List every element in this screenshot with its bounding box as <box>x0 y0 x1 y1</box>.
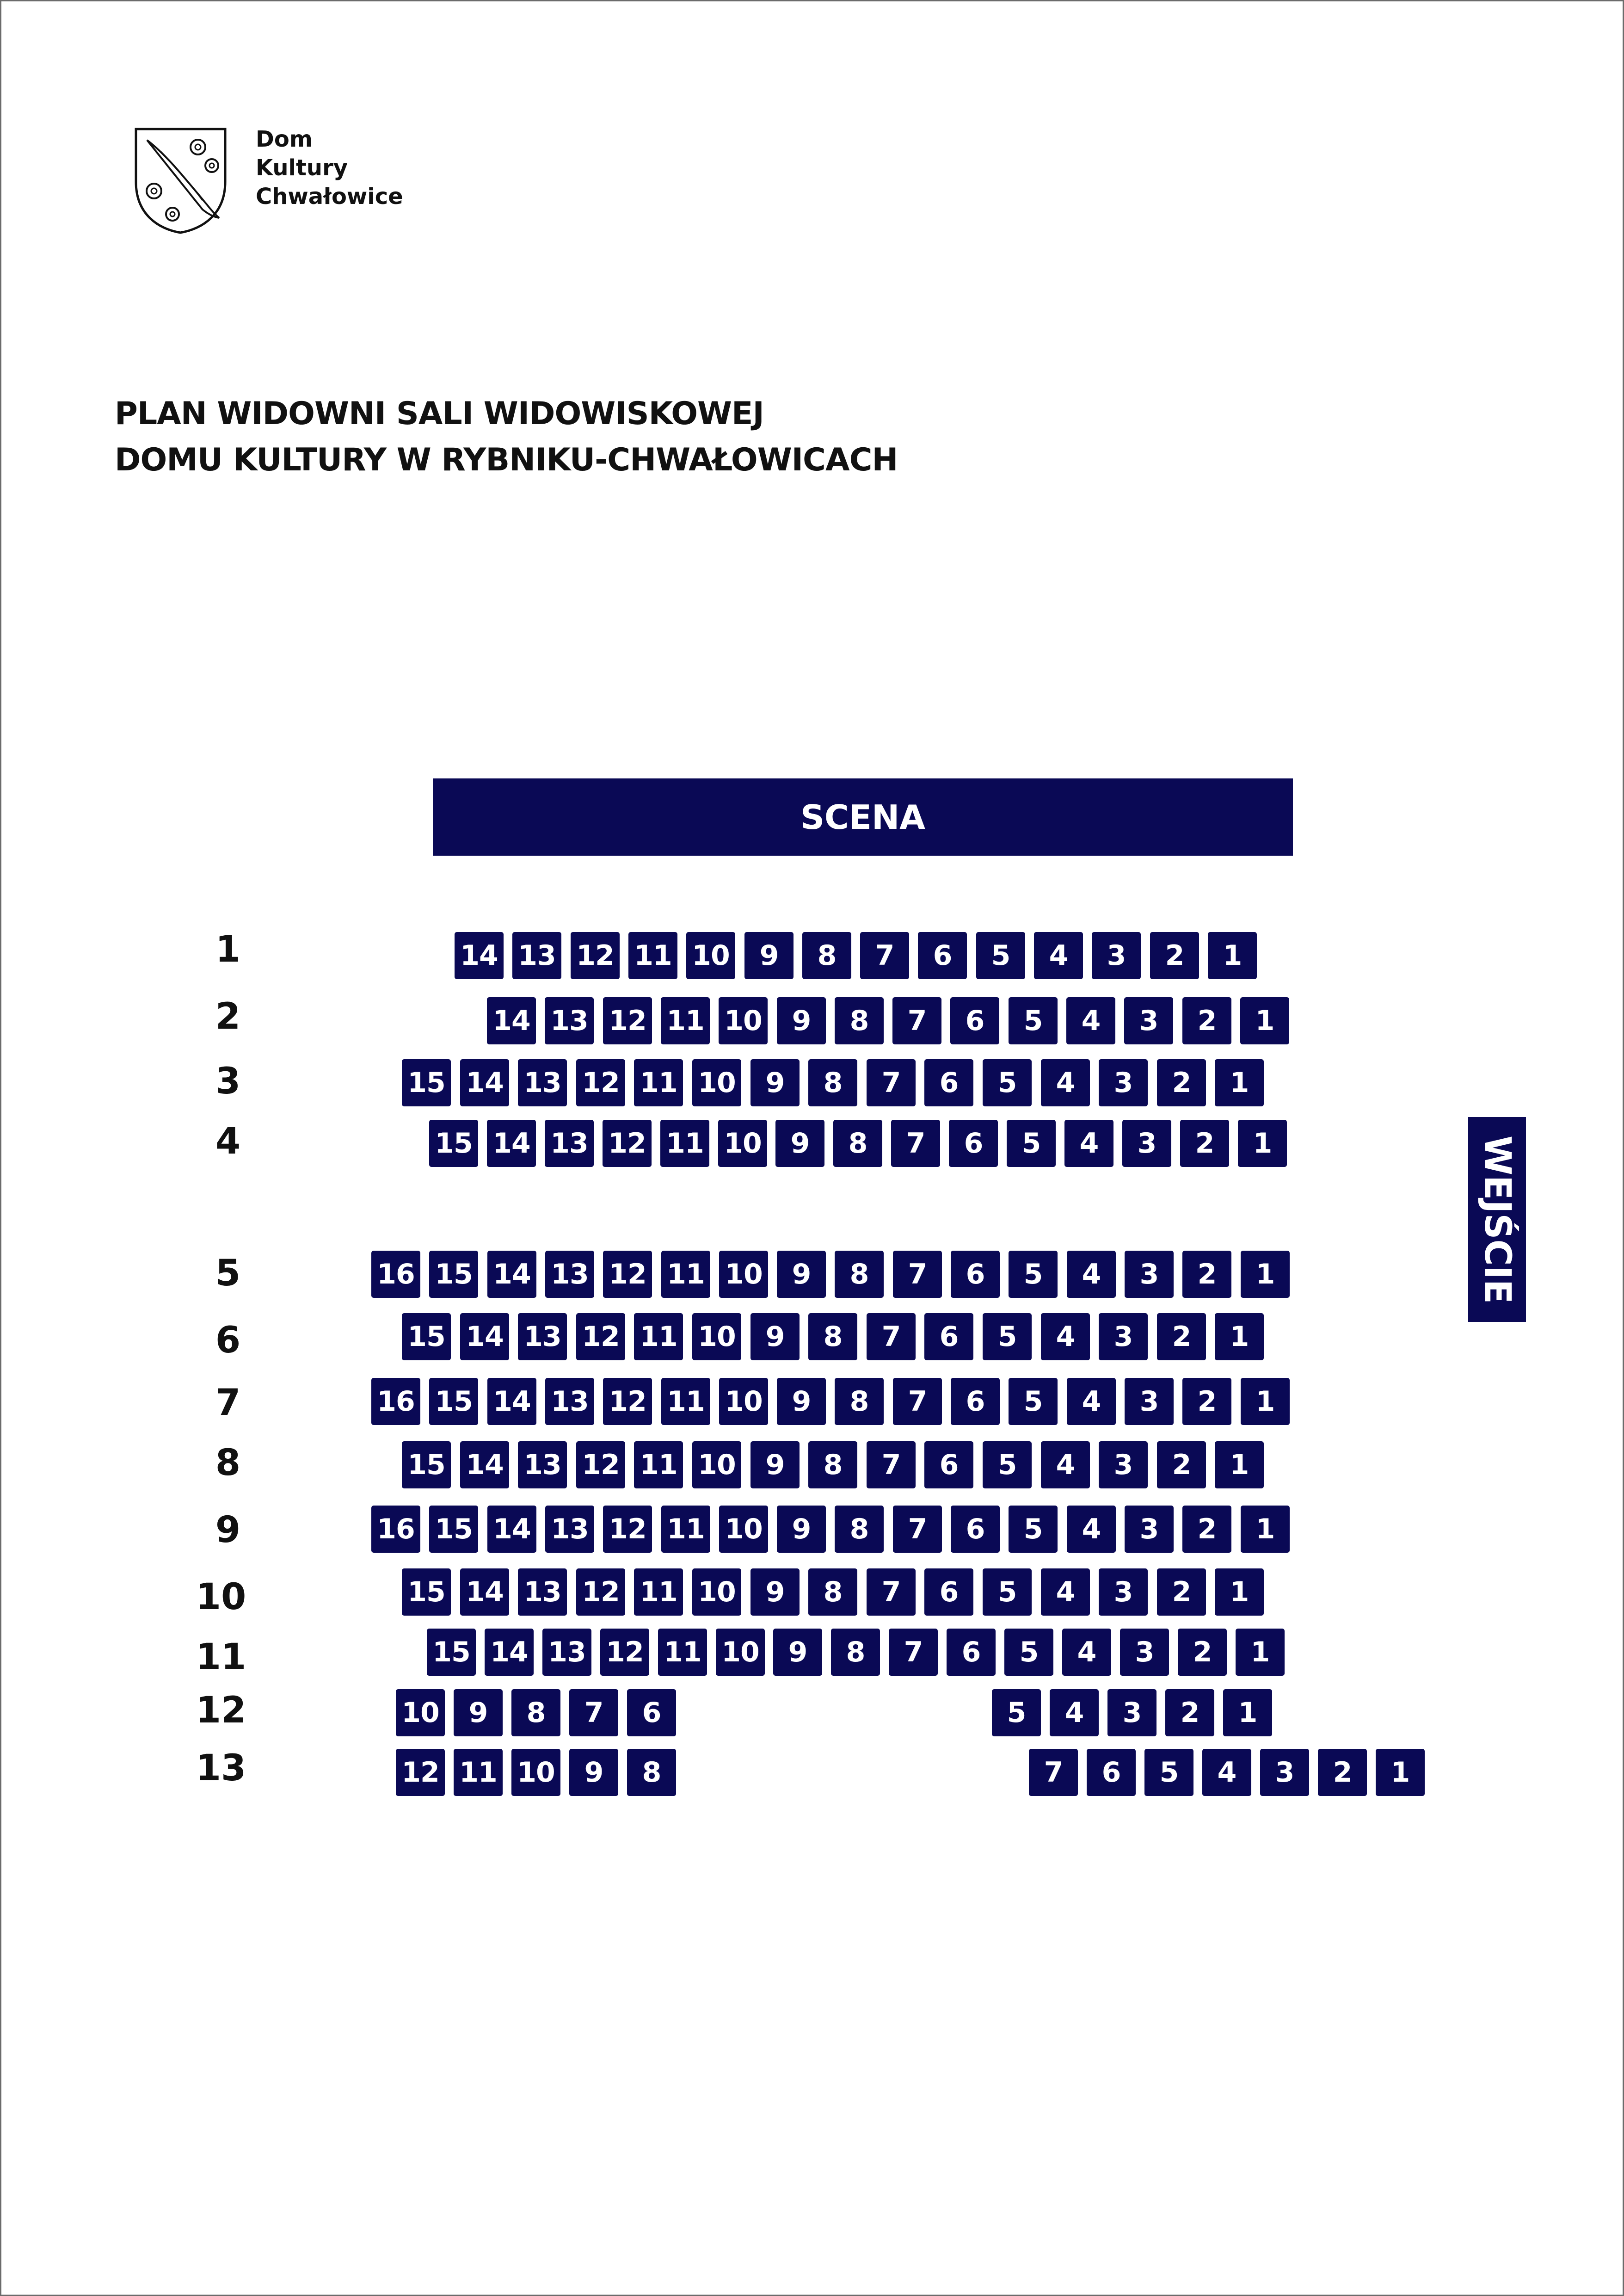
seat-row-4-7[interactable]: 7 <box>891 1120 940 1167</box>
seat-row-2-10[interactable]: 10 <box>719 997 768 1044</box>
seat-row-13-9[interactable]: 9 <box>569 1749 618 1796</box>
coat-of-arms-icon <box>133 126 228 235</box>
seat-row-10-7[interactable]: 7 <box>867 1568 916 1616</box>
seat-row-12-4[interactable]: 4 <box>1050 1689 1099 1736</box>
seat-row-1-14[interactable]: 14 <box>455 932 504 979</box>
seat-row-9-4[interactable]: 4 <box>1067 1506 1116 1553</box>
seat-row-1-3[interactable]: 3 <box>1092 932 1141 979</box>
seat-row-3-15[interactable]: 15 <box>402 1059 451 1106</box>
seat-row-5-2[interactable]: 2 <box>1182 1251 1231 1298</box>
row-label-5: 5 <box>215 1253 241 1294</box>
seat-row-8-4[interactable]: 4 <box>1041 1441 1090 1488</box>
logo-text-line-1: Dom <box>256 126 313 152</box>
seat-row-7-14[interactable]: 14 <box>487 1378 536 1425</box>
seat-row-11-8[interactable]: 8 <box>831 1629 880 1676</box>
seat-row-13-11[interactable]: 11 <box>454 1749 503 1796</box>
seat-row-5-16[interactable]: 16 <box>371 1251 420 1298</box>
seat-row-10-2[interactable]: 2 <box>1157 1568 1206 1616</box>
seat-row-11-5[interactable]: 5 <box>1004 1629 1053 1676</box>
seat-row-10-4[interactable]: 4 <box>1041 1568 1090 1616</box>
seat-row-5-13[interactable]: 13 <box>545 1251 594 1298</box>
seat-row-4-9[interactable]: 9 <box>775 1120 824 1167</box>
seat-row-9-7[interactable]: 7 <box>893 1506 942 1553</box>
seat-row-5-9[interactable]: 9 <box>777 1251 826 1298</box>
row-label-3: 3 <box>215 1061 241 1102</box>
row-label-4: 4 <box>215 1121 241 1162</box>
seat-row-4-15[interactable]: 15 <box>429 1120 478 1167</box>
seat-row-6-12[interactable]: 12 <box>576 1313 625 1360</box>
seat-row-1-6[interactable]: 6 <box>918 932 967 979</box>
seat-row-1-13[interactable]: 13 <box>512 932 561 979</box>
seat-row-10-5[interactable]: 5 <box>983 1568 1032 1616</box>
seat-row-2-5[interactable]: 5 <box>1009 997 1058 1044</box>
seat-row-9-3[interactable]: 3 <box>1125 1506 1174 1553</box>
seat-row-6-2[interactable]: 2 <box>1157 1313 1206 1360</box>
page-title-line-1: PLAN WIDOWNI SALI WIDOWISKOWEJ <box>115 395 764 432</box>
seat-row-2-2[interactable]: 2 <box>1182 997 1231 1044</box>
seat-row-11-9[interactable]: 9 <box>773 1629 822 1676</box>
seat-row-9-15[interactable]: 15 <box>429 1506 478 1553</box>
seat-row-11-15[interactable]: 15 <box>427 1629 476 1676</box>
seat-row-13-3[interactable]: 3 <box>1260 1749 1309 1796</box>
seat-row-12-6[interactable]: 6 <box>627 1689 676 1736</box>
seat-row-9-10[interactable]: 10 <box>719 1506 768 1553</box>
row-label-13: 13 <box>196 1747 246 1789</box>
seat-row-2-1[interactable]: 1 <box>1240 997 1289 1044</box>
seat-row-2-14[interactable]: 14 <box>487 997 536 1044</box>
seat-row-8-8[interactable]: 8 <box>808 1441 857 1488</box>
row-label-12: 12 <box>196 1690 246 1731</box>
seat-row-6-11[interactable]: 11 <box>634 1313 683 1360</box>
seat-row-6-13[interactable]: 13 <box>518 1313 567 1360</box>
seat-row-13-7[interactable]: 7 <box>1029 1749 1078 1796</box>
seat-row-11-6[interactable]: 6 <box>947 1629 996 1676</box>
seat-row-3-7[interactable]: 7 <box>867 1059 916 1106</box>
seat-row-7-6[interactable]: 6 <box>951 1378 1000 1425</box>
seat-row-1-10[interactable]: 10 <box>686 932 735 979</box>
seat-row-10-14[interactable]: 14 <box>460 1568 509 1616</box>
seat-row-4-8[interactable]: 8 <box>833 1120 882 1167</box>
seat-row-2-6[interactable]: 6 <box>950 997 999 1044</box>
seat-row-6-15[interactable]: 15 <box>402 1313 451 1360</box>
seat-row-8-15[interactable]: 15 <box>402 1441 451 1488</box>
seat-row-3-4[interactable]: 4 <box>1041 1059 1090 1106</box>
seat-row-6-1[interactable]: 1 <box>1215 1313 1264 1360</box>
seat-row-5-14[interactable]: 14 <box>487 1251 536 1298</box>
entrance-block <box>1468 1117 1526 1322</box>
seat-row-8-14[interactable]: 14 <box>460 1441 509 1488</box>
seat-row-13-5[interactable]: 5 <box>1144 1749 1193 1796</box>
seat-row-5-11[interactable]: 11 <box>661 1251 710 1298</box>
seat-row-5-15[interactable]: 15 <box>429 1251 478 1298</box>
seat-row-10-3[interactable]: 3 <box>1099 1568 1148 1616</box>
seat-row-7-3[interactable]: 3 <box>1125 1378 1174 1425</box>
seat-row-7-8[interactable]: 8 <box>835 1378 884 1425</box>
seat-row-4-11[interactable]: 11 <box>660 1120 709 1167</box>
seat-row-7-4[interactable]: 4 <box>1067 1378 1116 1425</box>
seat-row-8-7[interactable]: 7 <box>867 1441 916 1488</box>
seat-row-1-1[interactable]: 1 <box>1208 932 1257 979</box>
seat-row-7-7[interactable]: 7 <box>893 1378 942 1425</box>
seat-row-3-5[interactable]: 5 <box>983 1059 1032 1106</box>
row-label-8: 8 <box>215 1442 241 1484</box>
seat-row-4-10[interactable]: 10 <box>718 1120 767 1167</box>
seat-row-10-15[interactable]: 15 <box>402 1568 451 1616</box>
seat-row-9-6[interactable]: 6 <box>951 1506 1000 1553</box>
seat-row-9-14[interactable]: 14 <box>487 1506 536 1553</box>
seat-row-7-12[interactable]: 12 <box>603 1378 652 1425</box>
seat-row-1-7[interactable]: 7 <box>860 932 909 979</box>
seat-row-8-3[interactable]: 3 <box>1099 1441 1148 1488</box>
seat-row-3-9[interactable]: 9 <box>750 1059 800 1106</box>
seat-row-9-16[interactable]: 16 <box>371 1506 420 1553</box>
seat-row-9-2[interactable]: 2 <box>1182 1506 1231 1553</box>
seat-row-2-9[interactable]: 9 <box>777 997 826 1044</box>
seat-row-5-10[interactable]: 10 <box>719 1251 768 1298</box>
seat-row-12-5[interactable]: 5 <box>992 1689 1041 1736</box>
seat-row-5-7[interactable]: 7 <box>893 1251 942 1298</box>
seat-row-3-1[interactable]: 1 <box>1215 1059 1264 1106</box>
row-label-6: 6 <box>215 1320 241 1361</box>
row-label-2: 2 <box>215 996 241 1037</box>
seat-row-11-2[interactable]: 2 <box>1178 1629 1227 1676</box>
seat-row-12-8[interactable]: 8 <box>511 1689 560 1736</box>
seat-row-11-3[interactable]: 3 <box>1120 1629 1169 1676</box>
seat-row-12-7[interactable]: 7 <box>569 1689 618 1736</box>
seat-row-6-5[interactable]: 5 <box>983 1313 1032 1360</box>
seat-row-4-5[interactable]: 5 <box>1007 1120 1056 1167</box>
seat-row-8-11[interactable]: 11 <box>634 1441 683 1488</box>
seat-row-10-10[interactable]: 10 <box>692 1568 741 1616</box>
seat-row-11-13[interactable]: 13 <box>542 1629 591 1676</box>
seat-row-11-4[interactable]: 4 <box>1062 1629 1111 1676</box>
seat-row-3-12[interactable]: 12 <box>576 1059 625 1106</box>
seat-row-3-8[interactable]: 8 <box>808 1059 857 1106</box>
seat-row-1-4[interactable]: 4 <box>1034 932 1083 979</box>
seat-row-1-2[interactable]: 2 <box>1150 932 1199 979</box>
seat-row-4-12[interactable]: 12 <box>603 1120 652 1167</box>
seat-row-11-1[interactable]: 1 <box>1236 1629 1285 1676</box>
seat-row-7-16[interactable]: 16 <box>371 1378 420 1425</box>
seat-row-3-13[interactable]: 13 <box>518 1059 567 1106</box>
seat-row-6-3[interactable]: 3 <box>1099 1313 1148 1360</box>
seat-row-3-3[interactable]: 3 <box>1099 1059 1148 1106</box>
row-label-9: 9 <box>215 1509 241 1551</box>
seat-row-1-8[interactable]: 8 <box>802 932 851 979</box>
page-title-line-2: DOMU KULTURY W RYBNIKU-CHWAŁOWICACH <box>115 442 898 478</box>
seat-row-7-9[interactable]: 9 <box>777 1378 826 1425</box>
seat-row-6-8[interactable]: 8 <box>808 1313 857 1360</box>
seat-row-2-4[interactable]: 4 <box>1066 997 1115 1044</box>
seat-row-2-7[interactable]: 7 <box>892 997 941 1044</box>
seat-row-3-11[interactable]: 11 <box>634 1059 683 1106</box>
seat-row-5-5[interactable]: 5 <box>1009 1251 1058 1298</box>
seat-row-10-6[interactable]: 6 <box>924 1568 973 1616</box>
seat-row-6-9[interactable]: 9 <box>750 1313 800 1360</box>
seat-row-5-8[interactable]: 8 <box>835 1251 884 1298</box>
row-label-11: 11 <box>196 1636 246 1678</box>
seat-row-10-13[interactable]: 13 <box>518 1568 567 1616</box>
seat-row-12-9[interactable]: 9 <box>454 1689 503 1736</box>
seat-row-9-13[interactable]: 13 <box>545 1506 594 1553</box>
seat-row-11-7[interactable]: 7 <box>889 1629 938 1676</box>
logo-text-line-3: Chwałowice <box>256 184 403 210</box>
seat-row-7-1[interactable]: 1 <box>1241 1378 1290 1425</box>
seat-row-11-10[interactable]: 10 <box>716 1629 765 1676</box>
seat-row-5-3[interactable]: 3 <box>1125 1251 1174 1298</box>
seat-row-4-1[interactable]: 1 <box>1238 1120 1287 1167</box>
seat-row-2-3[interactable]: 3 <box>1124 997 1173 1044</box>
seat-row-7-11[interactable]: 11 <box>661 1378 710 1425</box>
seat-row-7-5[interactable]: 5 <box>1009 1378 1058 1425</box>
seat-row-13-4[interactable]: 4 <box>1202 1749 1251 1796</box>
seat-row-2-8[interactable]: 8 <box>835 997 884 1044</box>
seat-row-5-4[interactable]: 4 <box>1067 1251 1116 1298</box>
seat-row-9-8[interactable]: 8 <box>835 1506 884 1553</box>
logo-text-line-2: Kultury <box>256 155 348 181</box>
seat-row-8-10[interactable]: 10 <box>692 1441 741 1488</box>
seat-row-11-12[interactable]: 12 <box>600 1629 649 1676</box>
seat-row-12-3[interactable]: 3 <box>1107 1689 1156 1736</box>
seat-row-13-6[interactable]: 6 <box>1087 1749 1136 1796</box>
seat-row-1-5[interactable]: 5 <box>976 932 1025 979</box>
seat-row-8-9[interactable]: 9 <box>750 1441 800 1488</box>
seat-row-10-8[interactable]: 8 <box>808 1568 857 1616</box>
seat-row-6-10[interactable]: 10 <box>692 1313 741 1360</box>
row-label-1: 1 <box>215 929 241 970</box>
seat-row-1-11[interactable]: 11 <box>628 932 677 979</box>
seat-row-6-14[interactable]: 14 <box>460 1313 509 1360</box>
seat-row-8-12[interactable]: 12 <box>576 1441 625 1488</box>
seat-row-11-14[interactable]: 14 <box>485 1629 534 1676</box>
seat-row-9-12[interactable]: 12 <box>603 1506 652 1553</box>
seat-row-4-2[interactable]: 2 <box>1180 1120 1229 1167</box>
seat-row-1-12[interactable]: 12 <box>571 932 620 979</box>
seat-row-13-1[interactable]: 1 <box>1376 1749 1425 1796</box>
seat-row-13-2[interactable]: 2 <box>1318 1749 1367 1796</box>
seat-row-3-10[interactable]: 10 <box>692 1059 741 1106</box>
seat-row-12-2[interactable]: 2 <box>1165 1689 1214 1736</box>
seat-row-5-12[interactable]: 12 <box>603 1251 652 1298</box>
seat-row-4-4[interactable]: 4 <box>1064 1120 1113 1167</box>
seat-row-4-3[interactable]: 3 <box>1122 1120 1171 1167</box>
seat-row-9-9[interactable]: 9 <box>777 1506 826 1553</box>
seat-row-2-12[interactable]: 12 <box>603 997 652 1044</box>
seat-row-10-12[interactable]: 12 <box>576 1568 625 1616</box>
seat-row-5-6[interactable]: 6 <box>951 1251 1000 1298</box>
seat-row-3-6[interactable]: 6 <box>924 1059 973 1106</box>
seat-row-9-1[interactable]: 1 <box>1241 1506 1290 1553</box>
seat-row-9-5[interactable]: 5 <box>1009 1506 1058 1553</box>
seat-row-10-11[interactable]: 11 <box>634 1568 683 1616</box>
entrance-label: WEJŚCIE <box>1476 1135 1518 1304</box>
seat-row-13-10[interactable]: 10 <box>511 1749 560 1796</box>
row-label-7: 7 <box>215 1382 241 1424</box>
seat-row-9-11[interactable]: 11 <box>661 1506 710 1553</box>
seat-row-7-2[interactable]: 2 <box>1182 1378 1231 1425</box>
row-label-10: 10 <box>196 1576 246 1618</box>
seat-row-10-9[interactable]: 9 <box>750 1568 800 1616</box>
seat-row-4-14[interactable]: 14 <box>487 1120 536 1167</box>
seat-row-7-13[interactable]: 13 <box>545 1378 594 1425</box>
seat-row-5-1[interactable]: 1 <box>1241 1251 1290 1298</box>
seat-row-4-6[interactable]: 6 <box>949 1120 998 1167</box>
seat-row-13-8[interactable]: 8 <box>627 1749 676 1796</box>
seat-row-8-2[interactable]: 2 <box>1157 1441 1206 1488</box>
seat-row-8-13[interactable]: 13 <box>518 1441 567 1488</box>
stage-block: SCENA <box>433 778 1293 856</box>
seat-row-4-13[interactable]: 13 <box>545 1120 594 1167</box>
seat-row-12-1[interactable]: 1 <box>1223 1689 1272 1736</box>
seat-row-7-15[interactable]: 15 <box>429 1378 478 1425</box>
seat-row-2-11[interactable]: 11 <box>661 997 710 1044</box>
seat-row-3-14[interactable]: 14 <box>460 1059 509 1106</box>
seat-row-6-6[interactable]: 6 <box>924 1313 973 1360</box>
seat-row-10-1[interactable]: 1 <box>1215 1568 1264 1616</box>
seat-row-11-11[interactable]: 11 <box>658 1629 707 1676</box>
seat-row-3-2[interactable]: 2 <box>1157 1059 1206 1106</box>
seat-row-6-4[interactable]: 4 <box>1041 1313 1090 1360</box>
seat-row-8-5[interactable]: 5 <box>983 1441 1032 1488</box>
seat-row-8-1[interactable]: 1 <box>1215 1441 1264 1488</box>
seat-row-7-10[interactable]: 10 <box>719 1378 768 1425</box>
seat-row-13-12[interactable]: 12 <box>396 1749 445 1796</box>
seat-row-6-7[interactable]: 7 <box>867 1313 916 1360</box>
seat-row-1-9[interactable]: 9 <box>744 932 794 979</box>
seat-row-12-10[interactable]: 10 <box>396 1689 445 1736</box>
seat-row-2-13[interactable]: 13 <box>545 997 594 1044</box>
seat-row-8-6[interactable]: 6 <box>924 1441 973 1488</box>
